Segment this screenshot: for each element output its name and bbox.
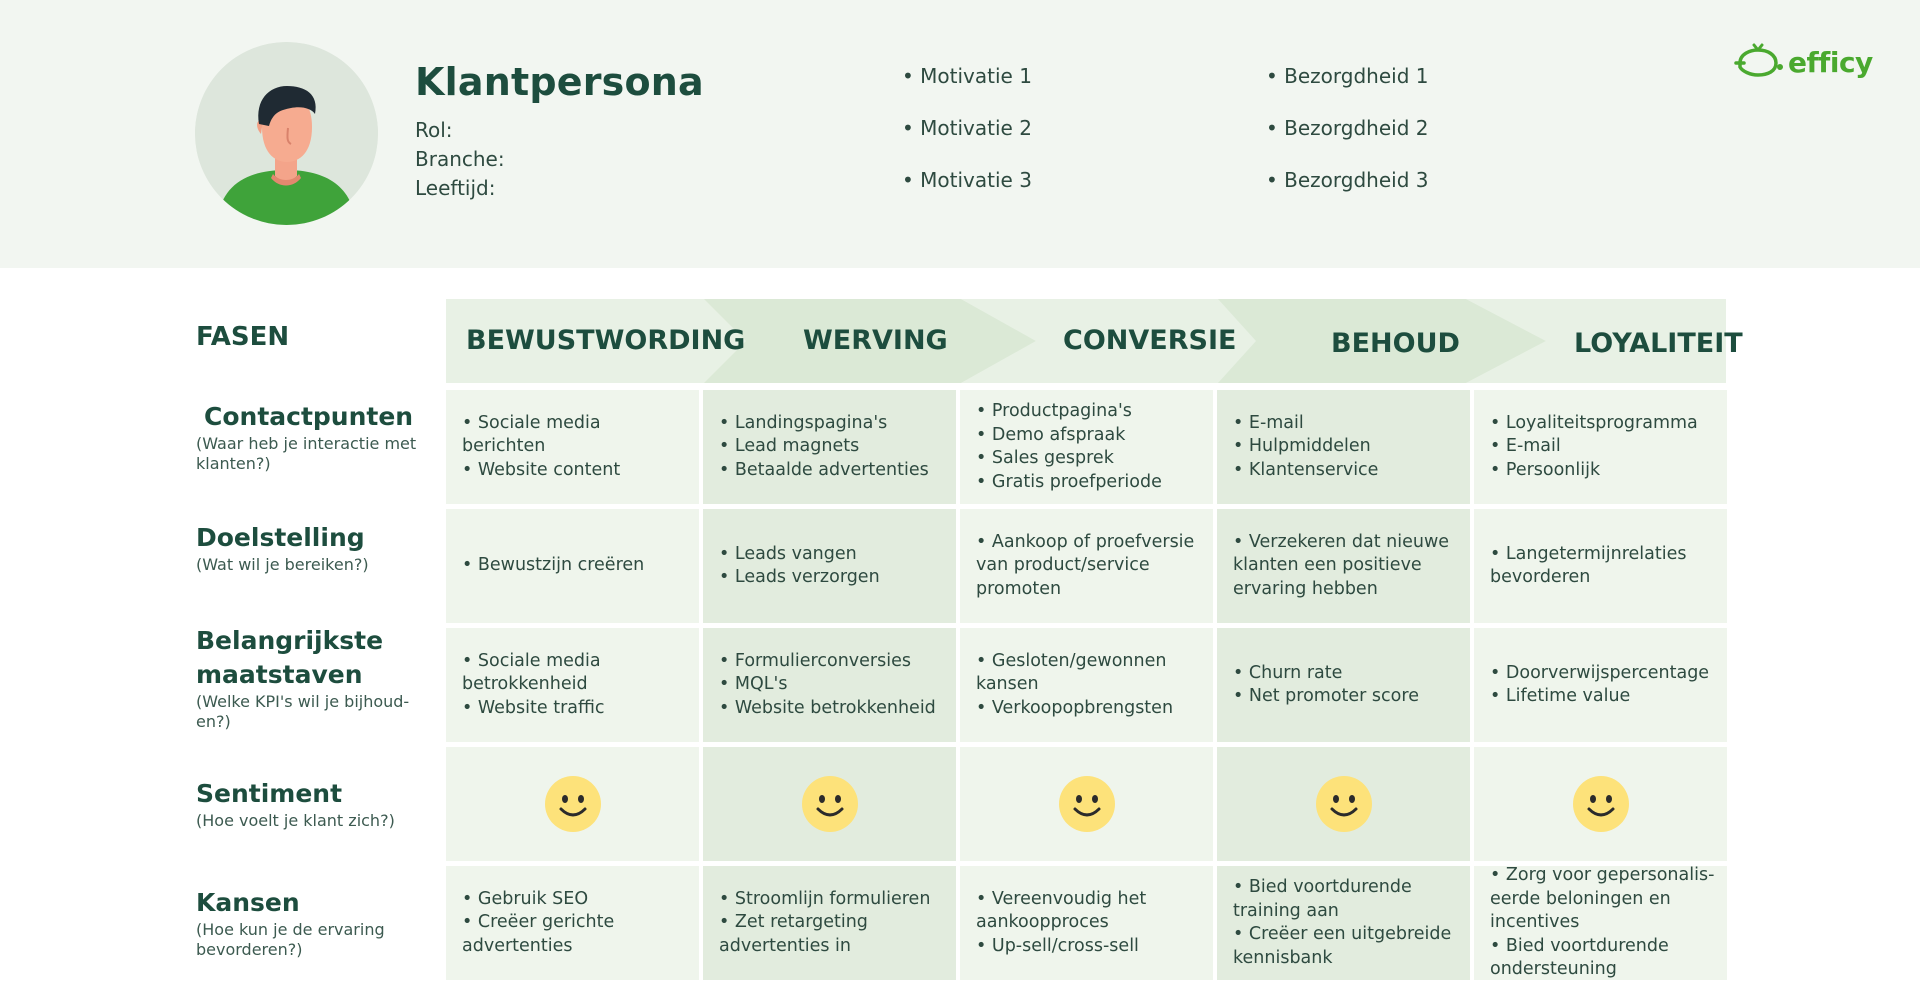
grid-cell <box>1474 509 1727 623</box>
row-subtitle: (Hoe voelt je klant zich?) <box>196 810 395 830</box>
motivation-item: • Motivatie 3 <box>902 168 1032 192</box>
cell-list-item: • Lead magnets <box>719 436 860 457</box>
row-label-doelstelling <box>196 522 436 575</box>
grid-cell <box>1474 390 1727 504</box>
cell-list-item: • Sales gesprek <box>976 448 1114 468</box>
happy-face-icon <box>801 775 859 833</box>
row-label-maatstaven <box>196 624 411 732</box>
cell-list-item: • Vereenvoudig het aankoopproces <box>976 888 1147 933</box>
happy-face-icon <box>544 775 602 833</box>
grid-cell <box>1474 866 1727 980</box>
cell-list-item: • Bied voortdurende ondersteuning <box>1490 935 1669 980</box>
cell-list-item: • Website content <box>462 459 621 480</box>
grid-cell <box>960 866 1213 980</box>
sentiment-cell <box>960 747 1213 861</box>
cell-list-item: • Lifetime value <box>1490 686 1631 706</box>
row-label-kansen <box>196 887 411 960</box>
concern-item: • Bezorgdheid 1 <box>1266 64 1429 88</box>
cell-list-item: • Betaalde advertenties <box>719 459 929 480</box>
cell-list-item: • Net promoter score <box>1233 686 1419 706</box>
cell-list-item: • Langetermijnrelaties bevorderen <box>1490 543 1687 587</box>
age-label: Leeftijd: <box>415 176 496 200</box>
cell-list-item: • Gesloten/gewonnen kansen <box>976 650 1167 695</box>
person-illustration-icon <box>195 42 378 225</box>
grid-cell <box>703 509 956 623</box>
concern-item: • Bezorgdheid 3 <box>1266 168 1429 192</box>
grid-cell <box>1217 866 1470 980</box>
phases-label: FASEN <box>196 322 290 352</box>
cell-list-item: • Sociale media berichten <box>462 412 601 457</box>
row-label-sentiment <box>196 778 436 831</box>
persona-avatar <box>195 42 378 225</box>
row-title: Doelstelling <box>196 523 365 552</box>
grid-cell <box>446 390 699 504</box>
cell-list-item: • Gebruik SEO <box>462 888 589 909</box>
grid-cell <box>703 866 956 980</box>
grid-cell <box>1217 509 1470 623</box>
phase-conversie: CONVERSIE <box>1063 325 1237 356</box>
grid-cell <box>703 628 956 742</box>
role-label: Rol: <box>415 118 453 142</box>
cell-list-item: • Gratis proefperiode <box>976 471 1162 492</box>
cell-list-item: • Productpagina's <box>976 401 1132 421</box>
cell-list-item: • Website traffic <box>462 697 605 718</box>
grid-cell <box>1217 390 1470 504</box>
cell-list-item: • MQL's <box>719 674 788 695</box>
cell-list-item: • Sociale media betrokkenheid <box>462 650 601 695</box>
cell-list-item: • Creëer een uitgebreide kennisbank <box>1233 924 1452 968</box>
cell-list-item: • Bewustzijn creëren <box>462 555 645 576</box>
cell-list-item: • Loyaliteitsprogramma <box>1490 412 1698 433</box>
phase-bewustwording: BEWUSTWORDING <box>466 325 746 356</box>
row-label-contactpunten <box>196 401 436 474</box>
grid-cell <box>960 390 1213 504</box>
cell-list-item: • Hulpmiddelen <box>1233 436 1371 457</box>
cell-list-item: • Formulierconversies <box>719 650 911 671</box>
grid-cell <box>703 390 956 504</box>
concern-item: • Bezorgdheid 2 <box>1266 116 1429 140</box>
cell-list-item: • Landingspagina's <box>719 412 888 433</box>
row-title: Belangrijkste maatstaven <box>196 626 384 689</box>
row-title: Sentiment <box>196 779 343 808</box>
phase-behoud: BEHOUD <box>1331 328 1460 359</box>
grid-cell <box>1217 628 1470 742</box>
grid-cell <box>446 866 699 980</box>
cell-list-item: • Churn rate <box>1233 662 1343 683</box>
cell-list-item: • E-mail <box>1490 436 1561 457</box>
cell-list-item: • Stroomlijn formulieren <box>719 888 931 909</box>
sentiment-cell <box>1217 747 1470 861</box>
sentiment-cell <box>703 747 956 861</box>
row-title: Kansen <box>196 888 300 917</box>
phase-loyaliteit: LOYALITEIT <box>1574 328 1743 359</box>
logo-text: efficy <box>1788 45 1873 79</box>
cell-list-item: • Zorg voor gepersonalis-eerde beloningen en incentives <box>1490 865 1715 933</box>
cell-list-item: • Demo afspraak <box>976 424 1126 445</box>
grid-cell <box>1474 628 1727 742</box>
row-title: Contactpunten <box>204 402 414 431</box>
cell-list-item: • Creëer gerichte advertenties <box>462 912 615 956</box>
cell-list-item: • Verkoopopbrengsten <box>976 697 1174 718</box>
cell-list-item: • Website betrokkenheid <box>719 697 936 718</box>
row-subtitle: (Waar heb je interactie met klanten?) <box>196 433 417 473</box>
grid-cell <box>446 509 699 623</box>
grid-cell <box>960 628 1213 742</box>
branch-label: Branche: <box>415 147 505 171</box>
row-subtitle: (Welke KPI's wil je bijhoud-en?) <box>196 691 410 731</box>
happy-face-icon <box>1315 775 1373 833</box>
efficy-logo <box>1734 42 1873 82</box>
cell-list-item: • Doorverwijspercentage <box>1490 662 1710 683</box>
grid-cell <box>960 509 1213 623</box>
happy-face-icon <box>1058 775 1116 833</box>
cell-list-item: • Aankoop of proefversie van product/service promoten <box>976 531 1195 599</box>
cell-list-item: • Persoonlijk <box>1490 459 1601 480</box>
motivation-item: • Motivatie 1 <box>902 64 1032 88</box>
persona-header <box>0 0 1920 268</box>
phase-werving: WERVING <box>803 325 948 356</box>
row-subtitle: (Wat wil je bereiken?) <box>196 554 369 574</box>
happy-face-icon <box>1572 775 1630 833</box>
cell-list-item: • E-mail <box>1233 412 1304 433</box>
cell-list-item: • Up-sell/cross-sell <box>976 935 1139 956</box>
motivation-item: • Motivatie 2 <box>902 116 1032 140</box>
cell-list-item: • Bied voortdurende training aan <box>1233 877 1412 921</box>
cell-list-item: • Leads verzorgen <box>719 567 880 587</box>
sentiment-cell <box>1474 747 1727 861</box>
cell-list-item: • Verzekeren dat nieuwe klanten een positieve ervaring hebben <box>1233 531 1450 599</box>
cell-list-item: • Leads vangen <box>719 543 857 564</box>
efficy-logo-icon <box>1734 43 1784 81</box>
row-subtitle: (Hoe kun je de ervaring bevorderen?) <box>196 919 385 959</box>
cell-list-item: • Zet retargeting advertenties in <box>719 912 868 956</box>
cell-list-item: • Klantenservice <box>1233 459 1379 480</box>
sentiment-cell <box>446 747 699 861</box>
grid-cell <box>446 628 699 742</box>
page-title: Klantpersona <box>415 60 704 104</box>
